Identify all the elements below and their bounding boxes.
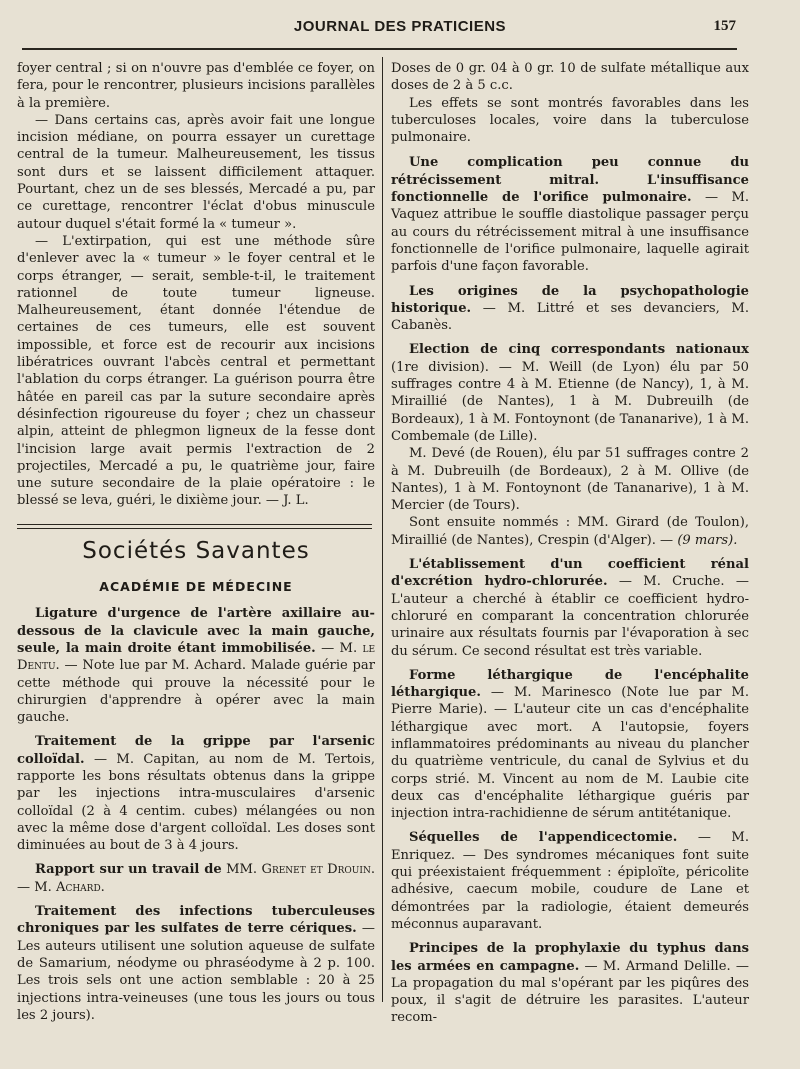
article-entry <box>391 940 749 1026</box>
paragraph: Les effets se sont montrés favorables dans les tuberculoses locales, voire dans la tuberculose pulmonaire. <box>391 95 749 146</box>
article-entry <box>391 829 749 933</box>
entry-title: Traitement des infections tuberculeuses chroniques par les sulfates de terre cériques. <box>17 904 375 937</box>
entry-body: — M. Armand Delille. — La propagation du mal s'opérant par les piqûres des poux, il s'agit de détruire les parasites. L'auteur recom- <box>391 958 749 1026</box>
entry-body: — M. Enriquez. — Des syndromes mécaniques font suite qui préexistaient fréquemment : épiploïte, péricolite adhésive, caecum mobile, coudure de Lane et démontrées par la radiologie, étaient demeurés méconnus auparavant. <box>391 830 749 932</box>
entry-author: MM. Grenet et Drouin. <box>226 862 375 878</box>
subsection-title: ACADÉMIE DE MÉDECINE <box>99 579 293 595</box>
article-entry <box>17 903 375 1024</box>
entry-body: — Note lue par M. Achard. Malade guérie par cette méthode qui prouve la nécessité pour le chirurgien d'apprendre à opérer avec la main gauche. <box>17 658 375 726</box>
journal-title: JOURNAL DES PRATICIENS <box>293 18 507 35</box>
page-number: 157 <box>713 18 736 34</box>
entry-title: Ligature d'urgence de l'artère axillaire au-dessous de la clavicule avec la main gauche, seule, la main droite étant immobilisée. <box>17 606 375 656</box>
article-entry <box>17 861 375 896</box>
column-divider <box>382 57 383 1002</box>
left-column <box>17 60 375 1031</box>
entry-title: Séquelles de l'appendicectomie. <box>409 830 678 846</box>
article-entry: Ligature d'urgence de l'artère axillaire au-dessous de la clavicule avec la main gauche, seule, la main droite étant immobilisée. — M. le Dentu. — Note lue par M. Achard. Malade guérie par cette méthode qui prouve la nécessité pour le chirurgien d'apprendre à opérer avec la main gauche. <box>17 606 376 726</box>
entry-title: Forme léthargique de l'encéphalite léthargique. <box>391 667 749 701</box>
paragraph: — L'extirpation, qui est une méthode sûre d'enlever avec la « tumeur » le foyer central et le corps étranger, — serait, semble-t-il, le traitement rationnel de toute tumeur ligneuse. Malheureusement, étant donnée l'étendue de certaines de ces tumeurs, elle est souvent impossible, et force est de recourir aux incisions libératrices ouvrant l'abcès central et permettant l'ablation du corps étranger. La guérison pourra être hâtée en pareil cas par la suture secondaire après désinfection rigoureuse du foyer ; chez un chasseur alpin, atteint de phlegmon ligneux de la fesse dont l'incision large avait permis l'extraction de 2 projectiles, Mercadé a pu, le quatrième jour, faire une suture secondaire de la plaie opératoire : le blessé se leva, guéri, le dixième jour. — J. L. <box>17 233 375 509</box>
right-column <box>391 60 749 1034</box>
entry-body: — Les auteurs utilisent une solution aqueuse de sulfate de Samarium, néodyme ou phraséodyme à 2 p. 100. Les trois sels ont une action semblable : 20 à 25 injections intra-veineuses (une tous les jours ou tous les 2 jours). <box>17 921 375 1023</box>
paragraph: Doses de 0 gr. 04 à 0 gr. 10 de sulfate métallique aux doses de 2 à 5 c.c. <box>391 61 749 94</box>
entry-title: Election de cinq correspondants nationaux <box>409 342 749 358</box>
entry-title: Traitement de la grippe par l'arsenic colloïdal. <box>17 734 375 767</box>
entry-body: — M. Vaquez attribue le souffle diastolique passager perçu au cours du rétrécissement mitral à une insuffisance fonctionnelle de l'orifice pulmonaire, laquelle agirait parfois d'une façon favorable. <box>391 190 750 275</box>
entry-body: — M. Littré et ses devanciers, M. Cabanès. <box>391 300 749 334</box>
entry-title: L'établissement d'un coefficient rénal d'excrétion hydro-chlorurée. <box>391 557 749 590</box>
entry-author: M. le Dentu. <box>17 640 376 674</box>
article-entry <box>391 556 749 660</box>
entry-body: — M. Marinesco (Note lue par M. Pierre Marie). — L'auteur cite un cas d'encéphalite léthargique avec mort. A l'autopsie, foyers inflammatoires prédominants au niveau du plancher du quatrième ventricule, du canal de Sylvius et du corps strié. M. Vincent au nom de M. Laubie cite deux cas d'encéphalite léthargique guéris par injection intra-rachidienne de sérum antitétanique. <box>391 685 749 822</box>
header-rule <box>22 48 737 50</box>
article-entry <box>17 733 375 854</box>
entry-title: Les origines de la psychopathologie historique. <box>391 283 749 316</box>
paragraph: M. Devé (de Rouen), élu par 51 suffrages contre 2 à M. Dubreuilh (de Bordeaux), 2 à M. Ollive (de Nantes), 1 à M. Fontoynont (de Tananarive), 1 à M. Mercier (de Tours). <box>391 446 749 514</box>
article-entry <box>391 283 749 335</box>
entry-body: — M. Cruche. — L'auteur a cherché à établir ce coefficient hydro-chloruré en comparant la concentration chlorurée urinaire aux résultats fournis par l'évaporation à sec du sérum. Ce second résultat est très variable. <box>391 574 749 659</box>
section-separator <box>17 524 372 529</box>
page-header <box>0 18 800 42</box>
section-title: Sociétés Savantes <box>82 537 310 564</box>
entry-date: (9 mars). <box>677 532 738 548</box>
article-entry <box>391 667 749 823</box>
entry-title: Rapport sur un travail de <box>35 862 222 878</box>
entry-body: (1re division). — M. Weill (de Lyon) élu par 50 suffrages contre 4 à M. Etienne (de Nancy), 1, à M. Miraillié (de Nantes), 1 à M. Dubreuilh (de Bordeaux), 1 à M. Fontoynont (de Tananarive), 1 à M. Combemale (de Lille). <box>391 359 749 444</box>
entry-body: — M. Achard. <box>17 879 105 895</box>
paragraph: foyer central ; si on n'ouvre pas d'emblée ce foyer, on fera, pour le rencontrer, plusieurs incisions parallèles à la première. <box>17 61 375 111</box>
paragraph: — Dans certains cas, après avoir fait une longue incision médiane, on pourra essayer un curettage central de la tumeur. Malheureusement, les tissus sont durs et se laissent difficilement attaquer. Pourtant, chez un de ses blessés, Mercadé a pu, par ce curettage, rencontrer l'éclat d'obus minuscule autour duquel s'était formé la « tumeur ». <box>17 112 375 232</box>
entry-body: — M. Capitan, au nom de M. Tertois, rapporte les bons résultats obtenus dans la grippe par les injections intra-musculaires d'arsenic colloïdal (2 à 4 centim. cubes) mélangées ou non avec la même dose d'argent colloïdal. Les doses sont diminuées au bout de 3 à 4 jours. <box>17 751 375 854</box>
entry-title: Une complication peu connue du rétrécissement mitral. L'insuffisance fonctionnelle de l'orifice pulmonaire. <box>391 155 749 206</box>
entry-body: Sont ensuite nommés : MM. Girard (de Toulon), Miraillié (de Nantes), Crespin (d'Alger). — <box>391 515 749 548</box>
entry-title: Principes de la prophylaxie du typhus dans les armées en campagne. <box>391 941 749 974</box>
article-entry <box>391 154 749 275</box>
article-entry <box>391 341 749 549</box>
